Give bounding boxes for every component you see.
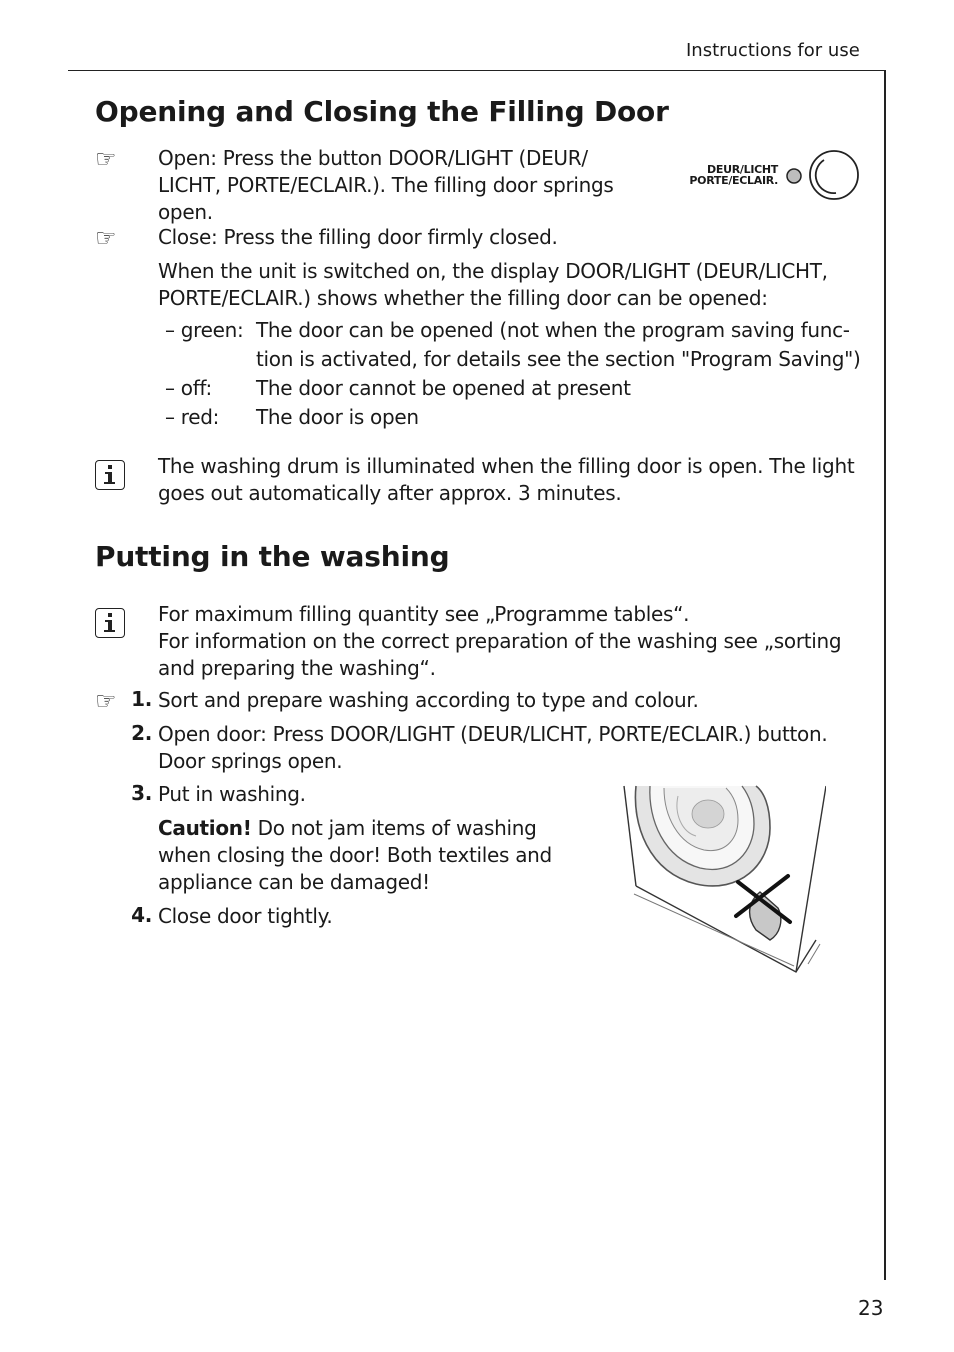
- info-icon: [95, 608, 125, 638]
- step-number: 1.: [131, 687, 152, 711]
- state-label-off: – off:: [165, 376, 212, 400]
- state-label-red: – red:: [165, 405, 220, 429]
- caution-label: Caution!: [158, 816, 252, 840]
- step-number: 3.: [131, 781, 152, 805]
- pointing-hand-icon: ☞: [95, 687, 117, 715]
- close-instruction: Close: Press the filling door firmly closed.: [158, 225, 558, 249]
- caution-note: [158, 815, 578, 896]
- caution-text: Do not jam items of washing when closing the door! Both textiles and appliance can be damaged!: [158, 816, 552, 894]
- panel-label-porte-eclair: PORTE/ECLAIR.: [689, 174, 778, 187]
- running-head: Instructions for use: [686, 40, 860, 61]
- step-number: 2.: [131, 721, 152, 745]
- header-rule: [68, 70, 886, 71]
- state-label-green: – green:: [165, 318, 244, 342]
- state-text-green-continued: tion is activated, for details see the section "Program Saving"): [256, 347, 861, 371]
- section-title-filling-door: Opening and Closing the Filling Door: [95, 95, 669, 128]
- step-number: 4.: [131, 903, 152, 927]
- door-button-icon: [810, 151, 858, 199]
- open-instruction: Open: Press the button DOOR/LIGHT (DEUR/ LICHT, PORTE/ECLAIR.). The filling door springs open.: [158, 146, 614, 224]
- door-light-panel-illustration: [676, 148, 866, 206]
- page-number: 23: [858, 1296, 884, 1320]
- pointing-hand-icon: ☞: [95, 145, 117, 173]
- pointing-hand-icon: ☞: [95, 224, 117, 252]
- margin-rule: [884, 70, 886, 1280]
- section-title-putting-in-washing: Putting in the washing: [95, 540, 450, 573]
- state-text-off: The door cannot be opened at present: [256, 376, 631, 400]
- indicator-lamp-icon: [787, 169, 801, 183]
- state-text-red: The door is open: [256, 405, 419, 429]
- display-description: When the unit is switched on, the display DOOR/LIGHT (DEUR/LICHT, PORTE/ECLAIR.) shows whether the filling door can be opened:: [158, 259, 828, 310]
- step-text: Put in washing.: [158, 782, 306, 806]
- state-text-green: The door can be opened (not when the program saving func-: [256, 318, 850, 342]
- filling-quantity-info: For maximum filling quantity see „Programme tables“.: [158, 602, 690, 626]
- panel-label-deur-licht: DEUR/LICHT: [707, 163, 778, 176]
- step-text: Open door: Press DOOR/LIGHT (DEUR/LICHT, PORTE/ECLAIR.) button. Door springs open.: [158, 722, 828, 773]
- step-text: Sort and prepare washing according to type and colour.: [158, 688, 699, 712]
- info-icon: [95, 460, 125, 490]
- preparation-info: For information on the correct preparation of the washing see „sorting and preparing the washing“.: [158, 629, 842, 680]
- door-jam-warning-illustration: [620, 784, 826, 976]
- drum-light-info: The washing drum is illuminated when the filling door is open. The light goes out automatically after approx. 3 minutes.: [158, 454, 855, 505]
- step-text: Close door tightly.: [158, 904, 333, 928]
